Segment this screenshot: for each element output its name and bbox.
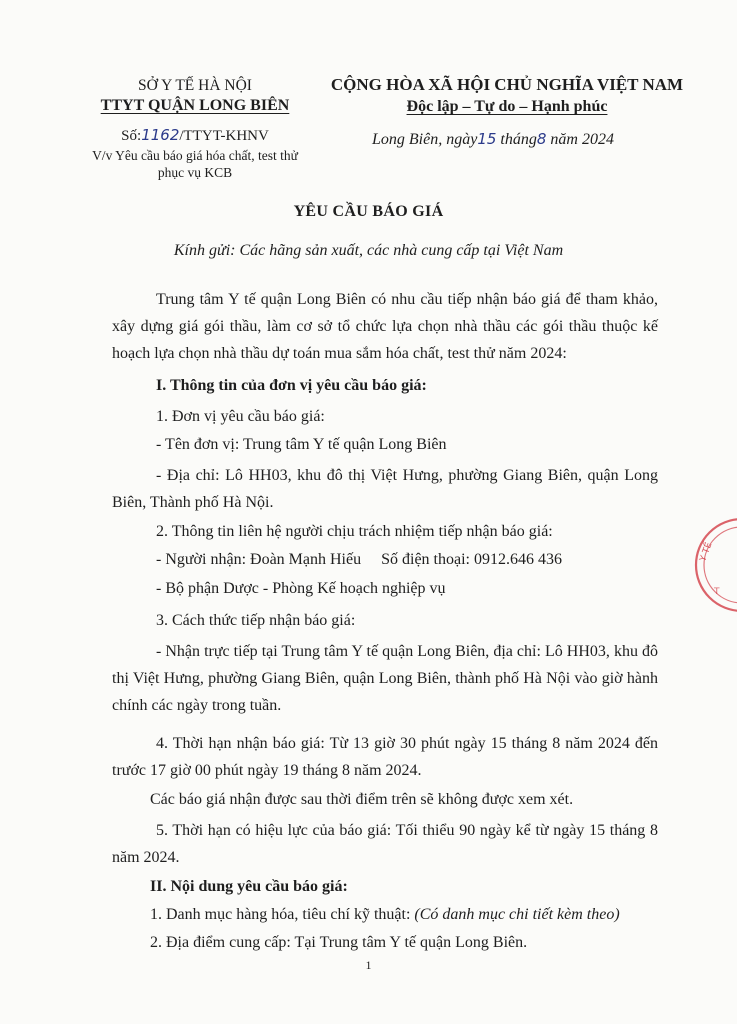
motto: Độc lập – Tự do – Hạnh phúc xyxy=(406,98,608,115)
nation-title: CỘNG HÒA XÃ HỘI CHỦ NGHĨA VIỆT NAM xyxy=(330,75,684,94)
document-title: YÊU CẦU BÁO GIÁ xyxy=(293,203,444,220)
unit-name-line: - Tên đơn vị: Trung tâm Y tế quận Long Biên xyxy=(156,436,447,453)
receive-method: - Nhận trực tiếp tại Trung tâm Y tế quận Long Biên, địa chỉ: Lô HH03, khu đô thị Việt Hưng, phường Giang Biên, quận Long Biên, thành phố Hà Nội vào giờ hành chính các ngày trong tuần. xyxy=(112,643,658,714)
department-name: SỞ Y TẾ HÀ NỘI xyxy=(138,77,252,94)
intro-paragraph: Trung tâm Y tế quận Long Biên có nhu cầu tiếp nhận báo giá để tham khảo, xây dựng giá gói thầu, làm cơ sở tổ chức lựa chọn nhà thầu các gói thầu thuộc kế hoạch lựa chọn nhà thầu dự toán mua sắm hóa chất, test thử năm 2024: xyxy=(112,291,658,362)
svg-text:Y TẾ: Y TẾ xyxy=(698,541,715,564)
number-prefix: Số: xyxy=(121,128,142,144)
section-1-heading: I. Thông tin của đơn vị yêu cầu báo giá: xyxy=(156,377,427,394)
salutation-text: Kính gửi: Các hãng sản xuất, các nhà cung cấp tại Việt Nam xyxy=(173,242,564,259)
handwritten-number: 1162 xyxy=(141,126,180,144)
s1-item3: 3. Cách thức tiếp nhận báo giá: xyxy=(156,612,356,629)
receiver-name: - Người nhận: Đoàn Mạnh Hiếu xyxy=(156,551,362,568)
s1-item2: 2. Thông tin liên hệ người chịu trách nhiệm tiếp nhận báo giá: xyxy=(156,523,553,540)
late-note: Các báo giá nhận được sau thời điểm trên sẽ không được xem xét. xyxy=(150,791,574,808)
national-header xyxy=(292,74,722,118)
section-2-heading: II. Nội dung yêu cầu báo giá: xyxy=(150,878,348,895)
document-number xyxy=(80,126,310,145)
number-suffix: /TTYT-KHNV xyxy=(179,128,269,144)
s2-item1 xyxy=(150,906,620,924)
address-line: - Địa chỉ: Lô HH03, khu đô thị Việt Hưng, phường Giang Biên, quận Long Biên, Thành phố Hà Nội. xyxy=(112,467,658,511)
subject-line: V/v Yêu cầu báo giá hóa chất, test thử phục vụ KCB xyxy=(92,148,298,180)
s1-item1: 1. Đơn vị yêu cầu báo giá: xyxy=(156,408,325,425)
date-year: năm 2024 xyxy=(550,131,614,148)
svg-text:T: T xyxy=(714,587,720,597)
unit-name: TTYT QUẬN LONG BIÊN xyxy=(100,97,290,114)
s2-item2: 2. Địa điểm cung cấp: Tại Trung tâm Y tế quận Long Biên. xyxy=(150,934,528,951)
s1-item4: 4. Thời hạn nhận báo giá: Từ 13 giờ 30 phút ngày 15 tháng 8 năm 2024 đến trước 17 giờ 00 phút ngày 19 tháng 8 năm 2024. xyxy=(112,735,658,779)
official-stamp-icon xyxy=(692,510,737,620)
handwritten-day: 15 xyxy=(477,130,497,148)
s2-item1-text: 1. Danh mục hàng hóa, tiêu chí kỹ thuật: xyxy=(150,906,415,923)
page-number: 1 xyxy=(365,958,372,972)
date-month-label: tháng xyxy=(500,131,537,148)
issuer-block xyxy=(80,76,310,116)
department-line: - Bộ phận Dược - Phòng Kế hoạch nghiệp vụ xyxy=(156,580,446,597)
receiver-line xyxy=(156,551,562,569)
receiver-phone: Số điện thoại: 0912.646 436 xyxy=(381,551,562,568)
date-place: Long Biên, ngày xyxy=(372,131,478,148)
date-line xyxy=(372,130,614,149)
s2-item1-note: (Có danh mục chi tiết kèm theo) xyxy=(414,906,620,923)
salutation xyxy=(0,242,737,260)
s1-item5: 5. Thời hạn có hiệu lực của báo giá: Tối thiểu 90 ngày kể từ ngày 15 tháng 8 năm 2024. xyxy=(112,822,658,866)
handwritten-month: 8 xyxy=(536,130,547,148)
